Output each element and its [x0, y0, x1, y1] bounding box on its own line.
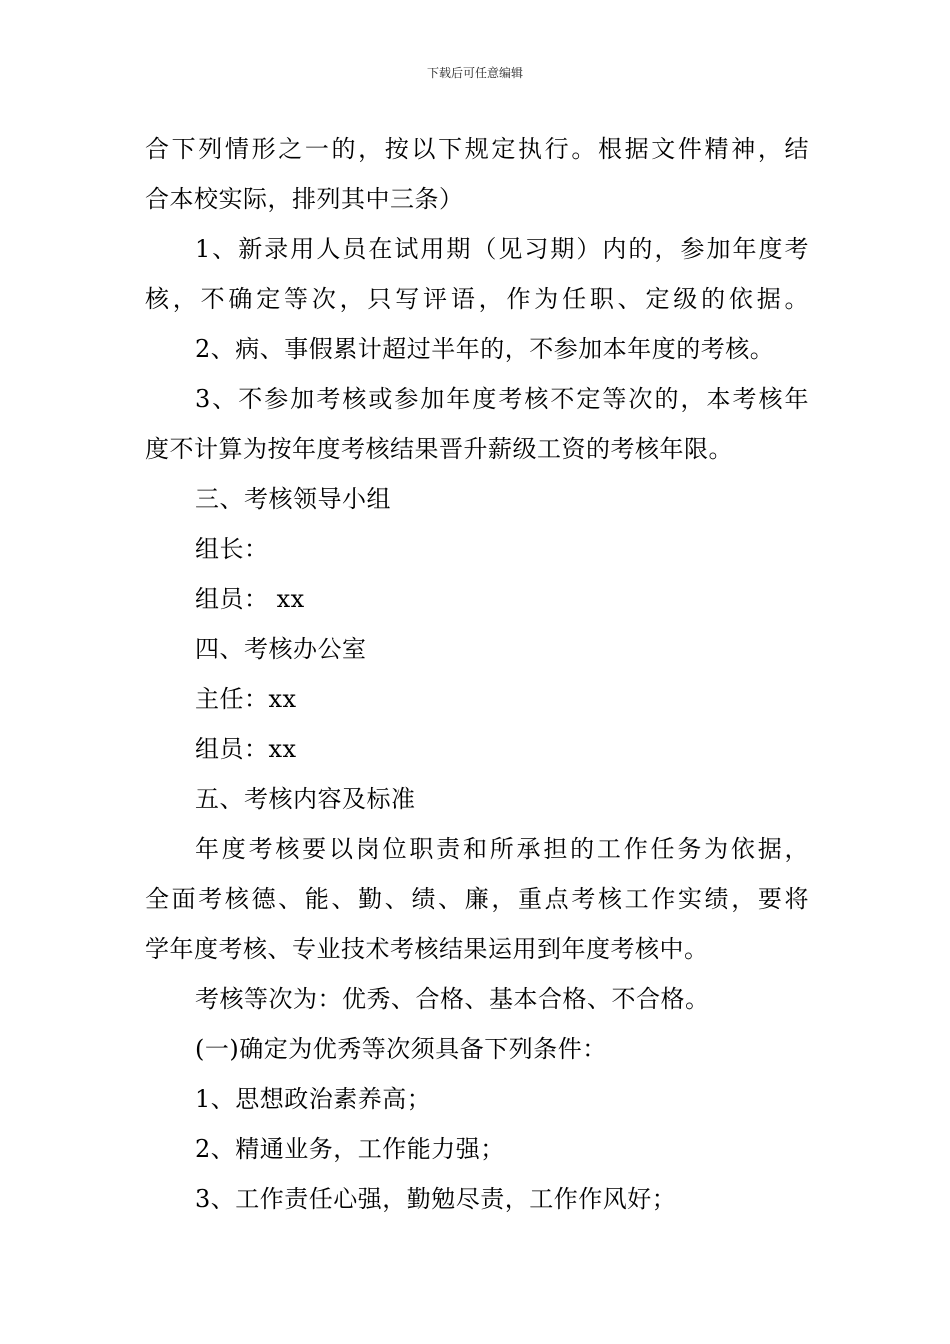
- paragraph-line: 合下列情形之一的，按以下规定执行。根据文件精神，结: [145, 135, 809, 163]
- paragraph-line: 度不计算为按年度考核结果晋升薪级工资的考核年限。: [145, 435, 733, 463]
- paragraph-line: 组员：xx: [195, 735, 297, 763]
- paragraph-line: 学年度考核、专业技术考核结果运用到年度考核中。: [145, 935, 709, 963]
- document-body: [145, 124, 809, 1224]
- paragraph-line: 合本校实际，排列其中三条）: [145, 185, 464, 213]
- paragraph-line: 3、不参加考核或参加年度考核不定等次的，本考核年: [195, 385, 809, 413]
- paragraph-line: (一)确定为优秀等次须具备下列条件：: [195, 1035, 607, 1063]
- section-heading: 五、考核内容及标准: [195, 785, 416, 813]
- paragraph-line: 组员： xx: [195, 585, 305, 613]
- paragraph-line: 2、病、事假累计超过半年的，不参加本年度的考核。: [195, 335, 775, 363]
- paragraph-line: 组长：: [195, 535, 269, 563]
- paragraph-line: 全面考核德、能、勤、绩、廉，重点考核工作实绩，要将: [145, 885, 809, 913]
- paragraph-line: 主任：xx: [195, 685, 297, 713]
- list-item: 2、精通业务，工作能力强；: [195, 1135, 505, 1163]
- list-item: 3、工作责任心强，勤勉尽责，工作作风好；: [195, 1185, 677, 1213]
- paragraph-line: 1、新录用人员在试用期（见习期）内的，参加年度考: [195, 235, 809, 263]
- paragraph-line: 考核等次为：优秀、合格、基本合格、不合格。: [195, 985, 710, 1013]
- paragraph-line: 核，不确定等次，只写评语，作为任职、定级的依据。: [145, 285, 809, 313]
- section-heading: 三、考核领导小组: [195, 485, 391, 513]
- list-item: 1、思想政治素养高；: [195, 1085, 432, 1113]
- section-heading: 四、考核办公室: [195, 635, 367, 663]
- page-header: 下载后可任意编辑: [426, 66, 523, 80]
- paragraph-line: 年度考核要以岗位职责和所承担的工作任务为依据，: [195, 835, 809, 863]
